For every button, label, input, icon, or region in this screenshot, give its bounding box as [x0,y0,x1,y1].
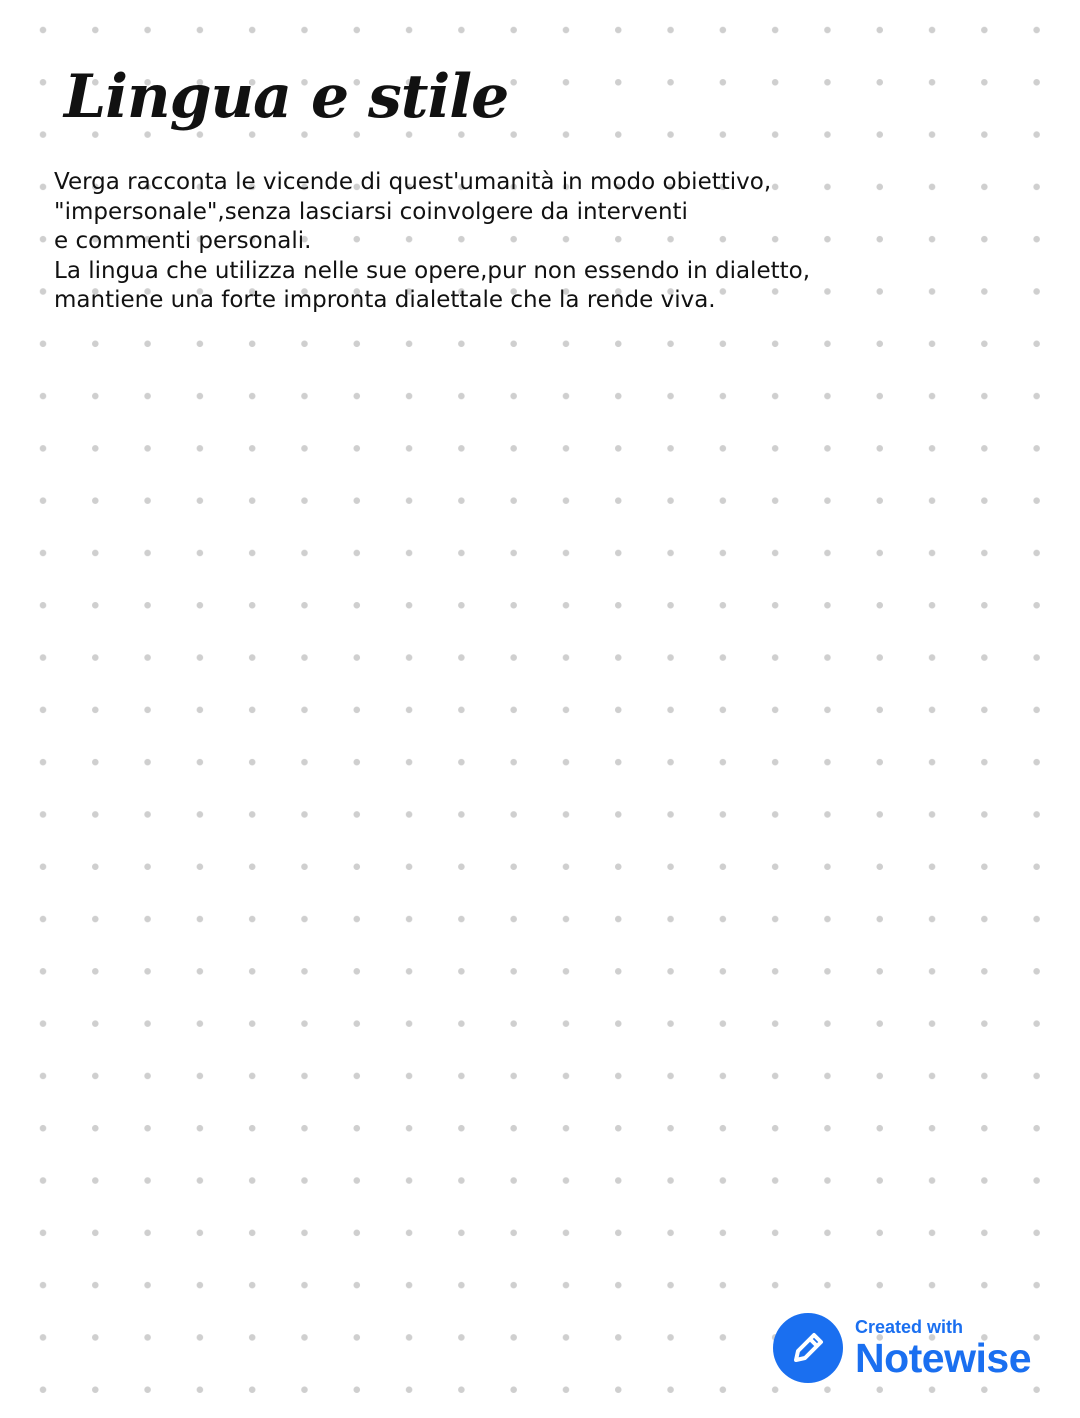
text-line: La lingua che utilizza nelle sue opere,pur non essendo in dialetto, [54,257,811,284]
text-line: Verga racconta le vicende di quest'umanità in modo obiettivo, [54,169,772,195]
pencil-icon [773,1313,843,1383]
note-paragraph [54,168,810,316]
watermark-brand: Notewise [855,1335,1031,1381]
page-title: Lingua e stile [64,62,509,132]
text-line: mantiene una forte impronta dialettale che la rende viva. [54,287,716,313]
text-line: "impersonale",senza lasciarsi coinvolgere da interventi [54,198,688,225]
notewise-watermark [773,1313,1031,1383]
watermark-created-with: Created with [855,1317,964,1337]
text-line: e commenti personali. [54,228,312,254]
